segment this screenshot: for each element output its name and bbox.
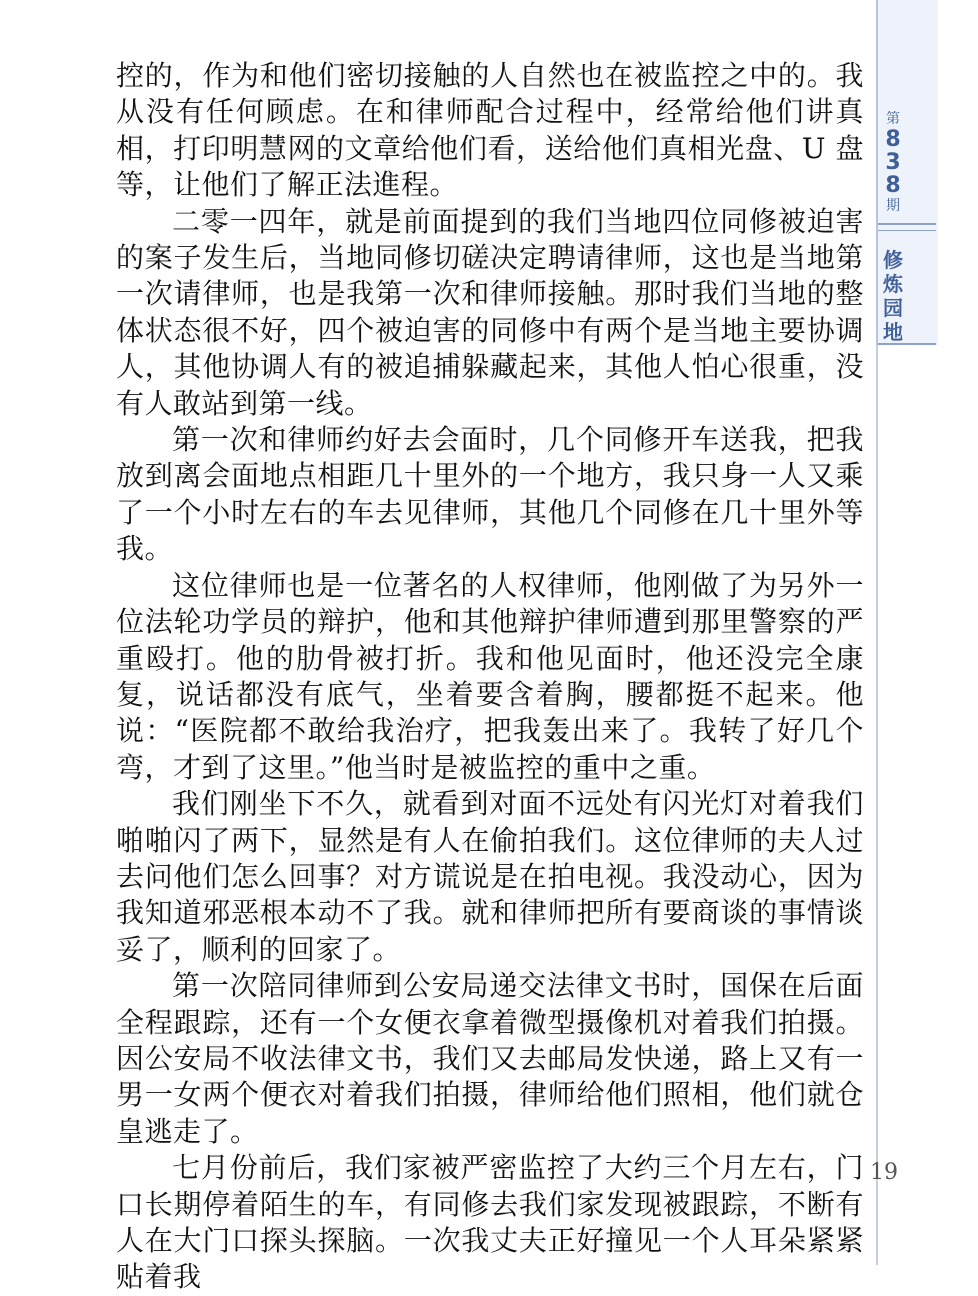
section-char: 地 bbox=[883, 320, 903, 344]
page-number: 19 bbox=[870, 1160, 898, 1185]
paragraph-3: 第一次和律师约好去会面时，几个同修开车送我，把我放到离会面地点相距几十里外的一个地方，我只身一人又乘了一个小时左右的车去见律师，其他几个同修在几十里外等我。 bbox=[116, 423, 864, 566]
paragraph-1: 控的，作为和他们密切接触的人自然也在被监控之中的。我从没有任何顾虑。在和律师配合过程中，经常给他们讲真相，打印明慧网的文章给他们看，送给他们真相光盘、U 盘等，让他们了解正法進程。 bbox=[116, 59, 864, 202]
issue-digit: 3 bbox=[885, 150, 901, 175]
paragraph-4: 这位律师也是一位著名的人权律师，他刚做了为另外一位法轮功学员的辩护，他和其他辩护律师遭到那里警察的严重殴打。他的肋骨被打折。我和他见面时，他还没完全康复，说话都没有底气，坐着要含着胸，腰都挺不起来。他说：“医院都不敢给我治疗，把我轰出来了。我转了好几个弯，才到了这里。”他当时是被监控的重中之重。 bbox=[116, 568, 864, 784]
sidebar-divider bbox=[878, 223, 936, 225]
paragraph-2: 二零一四年，就是前面提到的我们当地四位同修被迫害的案子发生后，当地同修切磋决定聘请律师，这也是当地第一次请律师，也是我第一次和律师接触。那时我们当地的整体状态很不好，四个被迫害的同修中有两个是当地主要协调人，其他协调人有的被追捕躲藏起来，其他人怕心很重，没有人敢站到第一线。 bbox=[116, 204, 864, 420]
section-char: 炼 bbox=[883, 272, 903, 296]
issue-number bbox=[878, 110, 908, 215]
issue-prefix: 第 bbox=[886, 111, 900, 127]
issue-digit: 8 bbox=[885, 127, 901, 152]
sidebar-divider-thin bbox=[878, 230, 936, 231]
section-char: 修 bbox=[883, 248, 903, 272]
section-char: 园 bbox=[883, 296, 903, 320]
paragraph-6: 第一次陪同律师到公安局递交法律文书时，国保在后面全程跟踪，还有一个女便衣拿着微型摄像机对着我们拍摄。因公安局不收法律文书，我们又去邮局发快递，路上又有一男一女两个便衣对着我们拍摄，律师给他们照相，他们就仓皇逃走了。 bbox=[116, 969, 864, 1148]
issue-digit: 8 bbox=[885, 173, 901, 198]
article-body bbox=[116, 58, 864, 1296]
sidebar-rule-line bbox=[876, 345, 878, 1265]
issue-suffix: 期 bbox=[886, 198, 900, 214]
paragraph-7: 七月份前后，我们家被严密监控了大约三个月左右，门口长期停着陌生的车，有同修去我们家发现被跟踪，不断有人在大门口探头探脑。一次我丈夫正好撞见一个人耳朵紧紧贴着我 bbox=[116, 1151, 864, 1294]
paragraph-5: 我们刚坐下不久，就看到对面不远处有闪光灯对着我们啪啪闪了两下，显然是有人在偷拍我们。这位律师的夫人过去问他们怎么回事？对方谎说是在拍电视。我没动心，因为我知道邪恶根本动不了我。就和律师把所有要商谈的事情谈妥了，顺利的回家了。 bbox=[116, 787, 864, 966]
section-title bbox=[878, 248, 908, 344]
